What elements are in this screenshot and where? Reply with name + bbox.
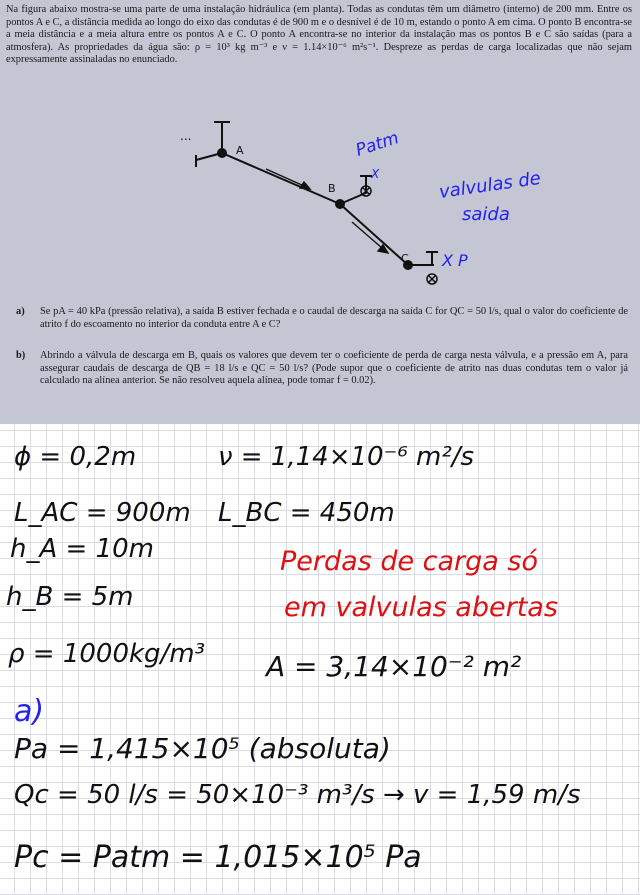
note-pc: Pc = Patm = 1,015×10⁵ Pa bbox=[14, 840, 422, 875]
note-density: ρ = 1000kg/m³ bbox=[8, 639, 206, 669]
question-b-text: Abrindo a válvula de descarga em B, quais os valores que devem ter o coeficiente de perda de carga nesta válvula, e a pressão em A, para assegurar caudais de descarga de QB = 18 l/s e QC = 50 l/s? (Pode supor que o coeficiente de atrito nas duas condutas tem o valor já calculado na alínea anterior. Se não resolveu aquela alínea, pode tomar f = 0.02). bbox=[40, 350, 628, 387]
note-area: A = 3,14×10⁻² m² bbox=[266, 650, 522, 683]
note-losses-line1: Perdas de carga só bbox=[280, 546, 539, 577]
problem-intro: Na figura abaixo mostra-se uma parte de uma instalação hidráulica (em planta). Todas as condutas têm um diâmetro (interno) de 200 mm. Entre os pontos A e C, a distância medida ao longo do eixo das condutas é de 900 m e o desnível é de 10 m, estando o ponto A em cima. O ponto B encontra-se a meia distância e a meia altura entre os pontos A e C. O ponto A encontra-se no interior da instalação mas os pontos B e C são saídas (para a atmosfera). As propriedades da água são: ρ = 10³ kg m⁻³ e ν = 1.14×10⁻⁶ m²s⁻¹. Despreze as perdas de carga localizadas que não sejam expressamente assinaladas no enunciado. bbox=[6, 4, 632, 66]
note-pa: Pa = 1,415×10⁵ (absoluta) bbox=[14, 732, 391, 765]
figure-ellipsis: ... bbox=[180, 129, 192, 143]
note-length-ac: L_AC = 900m bbox=[14, 498, 191, 528]
question-a bbox=[16, 306, 628, 331]
annotation-mark-b: X bbox=[371, 167, 380, 181]
note-part-a: a) bbox=[14, 694, 45, 729]
label-a: A bbox=[236, 144, 244, 157]
note-viscosity: ν = 1,14×10⁻⁶ m²/s bbox=[218, 442, 475, 472]
label-b: B bbox=[328, 182, 336, 195]
question-a-text: Se pA = 40 kPa (pressão relativa), a saída B estiver fechada e o caudal de descarga na saída C for QC = 50 l/s, qual o valor do coeficiente de atrito f do escoamento no interior da conduta entre A e C? bbox=[40, 306, 628, 330]
note-length-bc: L_BC = 450m bbox=[218, 498, 395, 528]
note-qc: Qc = 50 l/s = 50×10⁻³ m³/s → v = 1,59 m/s bbox=[14, 780, 581, 810]
flow-arrow-ab bbox=[266, 169, 304, 186]
flow-arrow-bc bbox=[352, 222, 382, 248]
pipe-diagram bbox=[0, 112, 640, 292]
handwritten-notes-sheet bbox=[0, 424, 640, 895]
annotation-patm: Patm bbox=[353, 128, 402, 161]
node-b bbox=[335, 199, 345, 209]
scanned-problem-statement bbox=[0, 0, 640, 424]
annotation-valves-2: saida bbox=[462, 204, 510, 225]
label-c: C bbox=[401, 252, 409, 265]
pipe-a-b bbox=[222, 153, 340, 204]
note-diameter: ϕ = 0,2m bbox=[14, 442, 137, 472]
note-losses-line2: em valvulas abertas bbox=[284, 592, 558, 623]
question-b-label: b) bbox=[16, 350, 26, 361]
annotation-mark-c: X P bbox=[442, 251, 468, 270]
node-a bbox=[217, 148, 227, 158]
annotation-valves-1: valvulas de bbox=[437, 167, 543, 203]
note-height-a: h_A = 10m bbox=[10, 534, 154, 564]
question-b bbox=[16, 350, 628, 388]
pipe-b-c bbox=[340, 204, 408, 265]
question-a-label: a) bbox=[16, 306, 25, 317]
note-height-b: h_B = 5m bbox=[6, 582, 134, 612]
